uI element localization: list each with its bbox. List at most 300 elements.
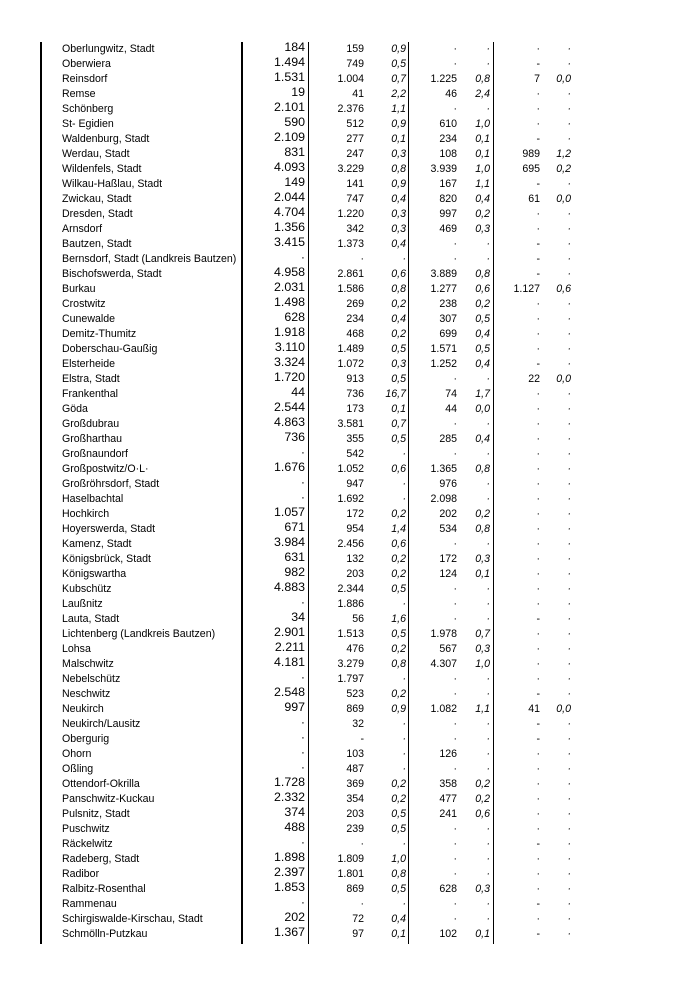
percent-col-5: 0,3 — [475, 643, 490, 655]
value-col-2: 32 — [352, 718, 364, 730]
municipality-name: Crostwitz — [62, 298, 106, 310]
percent-col-5: 0,0 — [475, 403, 490, 415]
municipality-name: Großpostwitz/O·L· — [62, 463, 149, 475]
table-row — [0, 552, 700, 567]
municipality-name: Bernsdorf, Stadt (Landkreis Bautzen) — [62, 253, 237, 265]
municipality-name: Werdau, Stadt — [62, 148, 130, 160]
table-row — [0, 102, 700, 117]
percent-col-3: 2,2 — [391, 88, 406, 100]
percent-col-3: 0,5 — [391, 343, 406, 355]
municipality-name: Panschwitz-Kuckau — [62, 793, 155, 805]
percent-col-7: 0,0 — [556, 703, 571, 715]
percent-col-5: 0,4 — [475, 433, 490, 445]
table-row — [0, 717, 700, 732]
percent-col-7: · — [567, 298, 571, 310]
value-col-6: 61 — [528, 193, 540, 205]
value-col-6: · — [536, 793, 540, 805]
percent-col-3: · — [402, 598, 406, 610]
value-col-2: 542 — [346, 448, 364, 460]
percent-col-7: · — [567, 733, 571, 745]
value-col-6: · — [536, 763, 540, 775]
percent-col-5: 0,2 — [475, 778, 490, 790]
percent-col-5: 0,2 — [475, 508, 490, 520]
percent-col-7: · — [567, 88, 571, 100]
value-col-6: · — [536, 508, 540, 520]
value-col-6: · — [536, 808, 540, 820]
value-col-4: 46 — [445, 88, 457, 100]
percent-col-5: 1,7 — [475, 388, 490, 400]
value-col-1: · — [300, 670, 305, 684]
percent-col-7: · — [567, 928, 571, 940]
value-col-4: 1.225 — [430, 73, 457, 85]
percent-col-5: 1,0 — [475, 658, 490, 670]
value-col-1: · — [300, 760, 305, 774]
value-col-4: 202 — [439, 508, 457, 520]
percent-col-3: 0,2 — [391, 298, 406, 310]
value-col-6: · — [536, 448, 540, 460]
value-col-6: · — [536, 88, 540, 100]
value-col-6: · — [536, 568, 540, 580]
table-row — [0, 852, 700, 867]
value-col-1: 590 — [284, 115, 305, 129]
municipality-name: Großröhrsdorf, Stadt — [62, 478, 160, 490]
value-col-6: 989 — [522, 148, 540, 160]
municipality-name: Bautzen, Stadt — [62, 238, 132, 250]
percent-col-5: 0,5 — [475, 343, 490, 355]
value-col-4: · — [453, 418, 457, 430]
table-row — [0, 132, 700, 147]
municipality-name: Pulsnitz, Stadt — [62, 808, 130, 820]
percent-col-7: · — [567, 358, 571, 370]
value-col-6: · — [536, 208, 540, 220]
table-row — [0, 567, 700, 582]
value-col-6: 41 — [528, 703, 540, 715]
table-row — [0, 507, 700, 522]
percent-col-3: 0,7 — [391, 73, 406, 85]
value-col-6: 1.127 — [513, 283, 540, 295]
value-col-1: 2.332 — [273, 790, 305, 804]
value-col-1: 149 — [284, 175, 305, 189]
municipality-name: Obergurig — [62, 733, 110, 745]
percent-col-5: · — [486, 373, 490, 385]
percent-col-3: 0,4 — [391, 913, 406, 925]
value-col-6: · — [536, 913, 540, 925]
percent-col-3: 0,3 — [391, 148, 406, 160]
value-col-2: 1.801 — [337, 868, 364, 880]
percent-col-5: 0,2 — [475, 793, 490, 805]
value-col-4: 469 — [439, 223, 457, 235]
percent-col-3: 0,5 — [391, 628, 406, 640]
value-col-6: · — [536, 433, 540, 445]
percent-col-3: · — [402, 733, 406, 745]
table-row — [0, 267, 700, 282]
percent-col-3: 0,3 — [391, 223, 406, 235]
value-col-1: 631 — [284, 550, 305, 564]
value-col-4: 610 — [439, 118, 457, 130]
percent-col-7: · — [567, 913, 571, 925]
percent-col-5: · — [486, 673, 490, 685]
value-col-1: 19 — [291, 85, 305, 99]
table-row — [0, 117, 700, 132]
value-col-6: · — [536, 778, 540, 790]
value-col-6: · — [536, 553, 540, 565]
municipality-name: Neschwitz — [62, 688, 111, 700]
municipality-name: Lauta, Stadt — [62, 613, 120, 625]
percent-col-7: · — [567, 508, 571, 520]
municipality-name: Schirgiswalde-Kirschau, Stadt — [62, 913, 203, 925]
value-col-6: · — [536, 463, 540, 475]
value-col-4: 3.889 — [430, 268, 457, 280]
municipality-name: Zwickau, Stadt — [62, 193, 132, 205]
table-row — [0, 42, 700, 57]
value-col-1: · — [300, 445, 305, 459]
percent-col-5: · — [486, 583, 490, 595]
value-col-4: 358 — [439, 778, 457, 790]
table-row — [0, 357, 700, 372]
value-col-2: 1.072 — [337, 358, 364, 370]
value-col-4: 1.978 — [430, 628, 457, 640]
percent-col-3: · — [402, 478, 406, 490]
value-col-6: · — [536, 478, 540, 490]
table-row — [0, 372, 700, 387]
value-col-2: 247 — [346, 148, 364, 160]
municipality-name: Königsbrück, Stadt — [62, 553, 151, 565]
value-col-4: 534 — [439, 523, 457, 535]
value-col-6: · — [536, 868, 540, 880]
percent-col-5: · — [486, 493, 490, 505]
percent-col-5: · — [486, 58, 490, 70]
value-col-2: 103 — [346, 748, 364, 760]
value-col-2: 523 — [346, 688, 364, 700]
table-row — [0, 882, 700, 897]
value-col-1: · — [300, 895, 305, 909]
value-col-1: · — [300, 730, 305, 744]
percent-col-7: · — [567, 268, 571, 280]
municipality-name: Dresden, Stadt — [62, 208, 133, 220]
value-col-6: · — [536, 598, 540, 610]
value-col-2: 468 — [346, 328, 364, 340]
percent-col-5: 0,8 — [475, 523, 490, 535]
percent-col-3: 0,2 — [391, 553, 406, 565]
value-col-6: · — [536, 823, 540, 835]
value-col-6: - — [536, 58, 540, 70]
municipality-name: Haselbachtal — [62, 493, 124, 505]
percent-col-7: · — [567, 718, 571, 730]
value-col-4: · — [453, 448, 457, 460]
percent-col-5: 0,8 — [475, 73, 490, 85]
value-col-1: 3.415 — [273, 235, 305, 249]
table-row — [0, 597, 700, 612]
percent-col-5: 0,8 — [475, 463, 490, 475]
municipality-name: Schmölln-Putzkau — [62, 928, 148, 940]
percent-col-5: · — [486, 838, 490, 850]
table-row — [0, 792, 700, 807]
table-row — [0, 207, 700, 222]
municipality-name: Arnsdorf — [62, 223, 103, 235]
percent-col-7: · — [567, 493, 571, 505]
value-col-4: 1.252 — [430, 358, 457, 370]
value-col-6: - — [536, 268, 540, 280]
table-row — [0, 732, 700, 747]
percent-col-5: 0,1 — [475, 133, 490, 145]
value-col-6: - — [536, 613, 540, 625]
percent-col-3: 0,6 — [391, 538, 406, 550]
value-col-4: 567 — [439, 643, 457, 655]
percent-col-3: 0,5 — [391, 58, 406, 70]
table-row — [0, 462, 700, 477]
table-row — [0, 672, 700, 687]
table-row — [0, 57, 700, 72]
value-col-1: · — [300, 715, 305, 729]
municipality-name: Schönberg — [62, 103, 114, 115]
value-col-2: 369 — [346, 778, 364, 790]
value-col-4: 1.365 — [430, 463, 457, 475]
value-col-4: 172 — [439, 553, 457, 565]
value-col-1: 1.057 — [273, 505, 305, 519]
value-col-1: 1.853 — [273, 880, 305, 894]
value-col-4: · — [453, 43, 457, 55]
value-col-1: 2.548 — [273, 685, 305, 699]
value-col-2: 239 — [346, 823, 364, 835]
value-col-1: 4.958 — [273, 265, 305, 279]
percent-col-7: · — [567, 598, 571, 610]
municipality-name: Puschwitz — [62, 823, 110, 835]
table-row — [0, 447, 700, 462]
value-col-2: 954 — [346, 523, 364, 535]
value-col-1: · — [300, 250, 305, 264]
table-row — [0, 282, 700, 297]
percent-col-7: · — [567, 583, 571, 595]
table-row — [0, 807, 700, 822]
value-col-6: · — [536, 673, 540, 685]
value-col-4: · — [453, 823, 457, 835]
percent-col-7: · — [567, 553, 571, 565]
value-col-2: 2.344 — [337, 583, 364, 595]
percent-col-5: · — [486, 613, 490, 625]
municipality-name: Bischofswerda, Stadt — [62, 268, 162, 280]
percent-col-3: 0,9 — [391, 703, 406, 715]
value-col-2: 159 — [346, 43, 364, 55]
value-col-2: 172 — [346, 508, 364, 520]
value-col-6: · — [536, 583, 540, 595]
municipality-name: Oberwiera — [62, 58, 111, 70]
value-col-2: 269 — [346, 298, 364, 310]
percent-col-3: 0,2 — [391, 793, 406, 805]
value-col-6: 22 — [528, 373, 540, 385]
value-col-4: · — [453, 838, 457, 850]
table-row — [0, 342, 700, 357]
percent-col-3: 0,2 — [391, 688, 406, 700]
value-col-2: 476 — [346, 643, 364, 655]
municipality-name: Burkau — [62, 283, 96, 295]
value-col-2: 1.513 — [337, 628, 364, 640]
percent-col-3: 16,7 — [385, 388, 406, 400]
percent-col-7: 0,0 — [556, 373, 571, 385]
value-col-6: · — [536, 628, 540, 640]
value-col-4: · — [453, 598, 457, 610]
value-col-6: · — [536, 388, 540, 400]
percent-col-3: · — [402, 838, 406, 850]
value-col-4: 628 — [439, 883, 457, 895]
value-col-1: 2.544 — [273, 400, 305, 414]
percent-col-3: 0,1 — [391, 928, 406, 940]
percent-col-5: · — [486, 733, 490, 745]
percent-col-3: 0,9 — [391, 118, 406, 130]
value-col-1: 2.031 — [273, 280, 305, 294]
value-col-1: 2.211 — [274, 640, 305, 654]
value-col-2: 869 — [346, 883, 364, 895]
percent-col-5: 1,0 — [475, 163, 490, 175]
percent-col-7: · — [567, 823, 571, 835]
municipality-name: Ralbitz-Rosenthal — [62, 883, 146, 895]
value-col-2: 1.809 — [337, 853, 364, 865]
percent-col-7: · — [567, 853, 571, 865]
value-col-4: · — [453, 58, 457, 70]
value-col-1: 2.101 — [273, 100, 305, 114]
table-row — [0, 927, 700, 942]
value-col-6: - — [536, 238, 540, 250]
municipality-name: Nebelschütz — [62, 673, 121, 685]
value-col-4: · — [453, 253, 457, 265]
table-row — [0, 252, 700, 267]
percent-col-7: · — [567, 253, 571, 265]
municipality-name: Großdubrau — [62, 418, 120, 430]
percent-col-3: · — [402, 253, 406, 265]
value-col-4: · — [453, 733, 457, 745]
percent-col-7: · — [567, 223, 571, 235]
value-col-2: 203 — [346, 808, 364, 820]
value-col-2: 913 — [346, 373, 364, 385]
percent-col-3: 0,3 — [391, 208, 406, 220]
table-row — [0, 72, 700, 87]
municipality-name: Rammenau — [62, 898, 117, 910]
value-col-2: 203 — [346, 568, 364, 580]
municipality-name: Cunewalde — [62, 313, 116, 325]
value-col-2: 132 — [346, 553, 364, 565]
table-row — [0, 417, 700, 432]
percent-col-7: · — [567, 838, 571, 850]
value-col-2: 355 — [346, 433, 364, 445]
percent-col-7: · — [567, 178, 571, 190]
percent-col-5: · — [486, 868, 490, 880]
table-row — [0, 177, 700, 192]
percent-col-5: · — [486, 898, 490, 910]
value-col-2: 1.692 — [337, 493, 364, 505]
value-col-1: 982 — [284, 565, 305, 579]
value-col-1: · — [300, 475, 305, 489]
table-row — [0, 147, 700, 162]
value-col-2: 2.456 — [337, 538, 364, 550]
percent-col-3: 0,4 — [391, 193, 406, 205]
table-row — [0, 582, 700, 597]
value-col-1: 4.863 — [273, 415, 305, 429]
value-col-4: · — [453, 583, 457, 595]
percent-col-3: 1,4 — [391, 523, 406, 535]
percent-col-3: 1,6 — [391, 613, 406, 625]
percent-col-7: · — [567, 628, 571, 640]
table-row — [0, 87, 700, 102]
value-col-2: 173 — [346, 403, 364, 415]
value-col-4: · — [453, 853, 457, 865]
value-col-1: 184 — [284, 40, 305, 54]
percent-col-7: · — [567, 418, 571, 430]
value-col-1: 1.498 — [273, 295, 305, 309]
value-col-6: - — [536, 688, 540, 700]
value-col-1: 736 — [284, 430, 305, 444]
value-col-2: 3.581 — [337, 418, 364, 430]
value-col-4: 126 — [439, 748, 457, 760]
percent-col-3: · — [402, 763, 406, 775]
percent-col-3: 0,8 — [391, 163, 406, 175]
percent-col-3: · — [402, 673, 406, 685]
percent-col-7: · — [567, 898, 571, 910]
value-col-1: 3.984 — [273, 535, 305, 549]
percent-col-5: 0,4 — [475, 358, 490, 370]
value-col-4: 820 — [439, 193, 457, 205]
percent-col-5: 1,1 — [475, 178, 490, 190]
percent-col-5: · — [486, 448, 490, 460]
value-col-2: 1.220 — [337, 208, 364, 220]
value-col-1: 2.044 — [273, 190, 305, 204]
percent-col-7: · — [567, 388, 571, 400]
value-col-6: · — [536, 298, 540, 310]
value-col-4: 44 — [445, 403, 457, 415]
percent-col-3: 0,3 — [391, 358, 406, 370]
value-col-2: 72 — [352, 913, 364, 925]
table-row — [0, 912, 700, 927]
value-col-1: 2.109 — [273, 130, 305, 144]
value-col-2: 2.861 — [337, 268, 364, 280]
value-col-1: 1.720 — [273, 370, 305, 384]
table-row — [0, 612, 700, 627]
value-col-1: 1.728 — [273, 775, 305, 789]
value-col-1: 1.918 — [273, 325, 305, 339]
percent-col-5: · — [486, 688, 490, 700]
percent-col-7: · — [567, 808, 571, 820]
percent-col-7: · — [567, 208, 571, 220]
value-col-1: 3.110 — [274, 340, 305, 354]
table-row — [0, 837, 700, 852]
table-row — [0, 162, 700, 177]
value-col-4: 2.098 — [430, 493, 457, 505]
value-col-4: · — [453, 898, 457, 910]
value-col-6: · — [536, 643, 540, 655]
value-col-2: 1.004 — [337, 73, 364, 85]
percent-col-5: · — [486, 478, 490, 490]
percent-col-5: 0,1 — [475, 928, 490, 940]
municipality-name: St- Egidien — [62, 118, 114, 130]
value-col-6: - — [536, 358, 540, 370]
value-col-2: 947 — [346, 478, 364, 490]
value-col-1: 1.494 — [273, 55, 305, 69]
percent-col-5: 0,8 — [475, 268, 490, 280]
value-col-2: 1.586 — [337, 283, 364, 295]
value-col-2: 747 — [346, 193, 364, 205]
value-col-2: - — [360, 733, 364, 745]
percent-col-3: 0,8 — [391, 283, 406, 295]
value-col-6: - — [536, 928, 540, 940]
value-col-6: · — [536, 328, 540, 340]
value-col-1: · — [300, 595, 305, 609]
value-col-1: 488 — [284, 820, 305, 834]
percent-col-3: 0,6 — [391, 268, 406, 280]
value-col-6: · — [536, 223, 540, 235]
percent-col-7: · — [567, 793, 571, 805]
table-row — [0, 537, 700, 552]
value-col-4: 4.307 — [430, 658, 457, 670]
percent-col-7: 0,2 — [556, 163, 571, 175]
table-row — [0, 327, 700, 342]
